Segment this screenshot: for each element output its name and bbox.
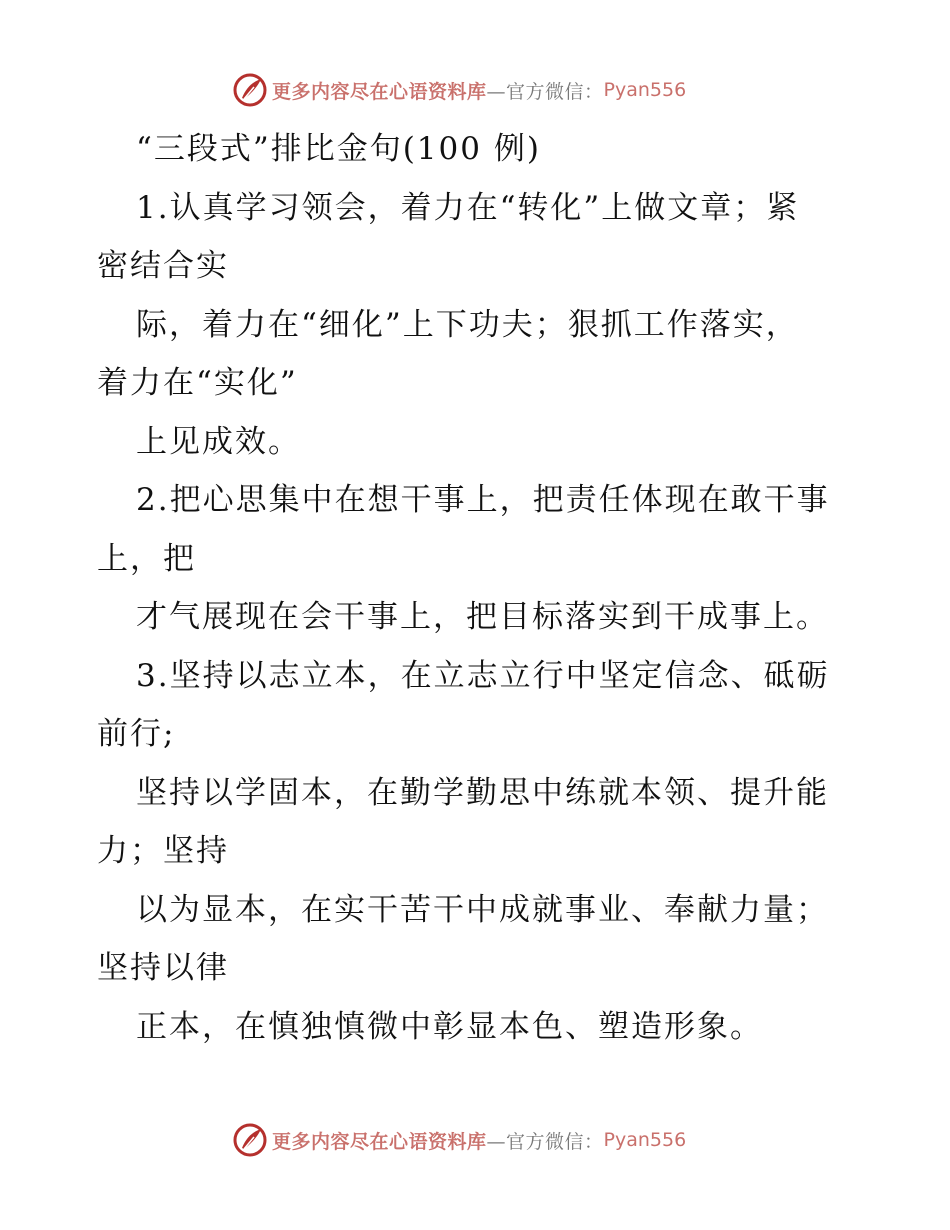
document-title: “三段式”排比金句(100 例) — [136, 131, 541, 167]
text-line: 正本，在慎独慎微中彰显本色、塑造形象。 — [136, 1008, 763, 1045]
text-line: 前行; — [97, 716, 176, 752]
text-line: 2.把心思集中在想干事上，把责任体现在敢干事 — [136, 482, 830, 518]
quill-logo-icon — [232, 1122, 268, 1158]
text-line: 密结合实 — [97, 248, 229, 284]
text-line: 上见成效。 — [136, 423, 301, 460]
watermark-site-text: 更多内容尽在心语资料库 — [272, 80, 487, 103]
text-line: 坚持以律 — [97, 950, 229, 986]
text-line: 际，着力在“细化”上下功夫；狠抓工作落实， — [136, 306, 799, 343]
text-line: 1.认真学习领会，着力在“转化”上做文章；紧 — [136, 189, 800, 226]
text-line: 着力在“实化” — [97, 365, 298, 401]
watermark-official-text: —官方微信： — [486, 1130, 604, 1153]
watermark-handle-text: Pyan556 — [603, 1129, 687, 1151]
quill-logo-icon — [232, 72, 268, 108]
document-body — [97, 120, 857, 1056]
text-line: 以为显本，在实干苦干中成就事业、奉献力量； — [136, 891, 829, 928]
header-watermark — [232, 70, 686, 110]
text-line: 力；坚持 — [97, 833, 229, 869]
text-line: 才气展现在会干事上，把目标落实到干成事上。 — [136, 599, 829, 635]
footer-watermark — [232, 1120, 686, 1160]
text-line: 坚持以学固本，在勤学勤思中练就本领、提升能 — [136, 774, 829, 811]
watermark-handle-text: Pyan556 — [603, 79, 687, 101]
watermark-site-text: 更多内容尽在心语资料库 — [272, 1130, 487, 1153]
text-line: 3.坚持以志立本，在立志立行中坚定信念、砥砺 — [136, 657, 830, 694]
watermark-official-text: —官方微信： — [486, 80, 604, 103]
text-line: 上，把 — [97, 540, 196, 577]
